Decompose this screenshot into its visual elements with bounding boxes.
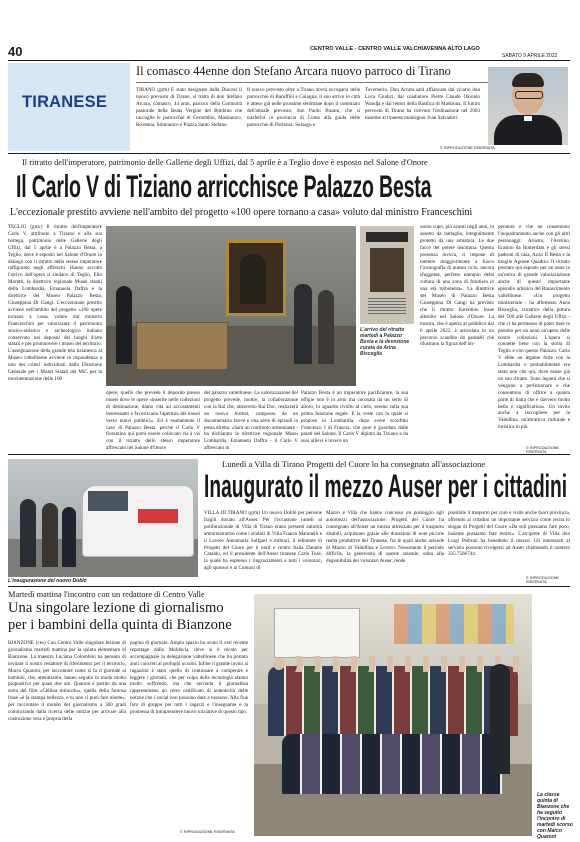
teacher (490, 664, 510, 774)
person-3 (116, 286, 132, 364)
auser-person-2 (42, 503, 58, 567)
crate (136, 322, 228, 370)
children-row-back (268, 666, 518, 736)
tiranese-rule (136, 82, 491, 83)
tiziano-headline: Il Carlo V di Tiziano arricchisce Palazzo Besta (16, 168, 432, 204)
auser-bottom-rule (8, 586, 570, 587)
auser-col-2: Mazzo e Villa che hanno concesso un posteggio agli automezzi dell'associazione. Progetti del Cuore ha consegnato all'Auser un mezzo attrezzato per il trasporto disabili, acquistato grazie alle donazioni di note piccole realtà produttive del Tiranese, fra le quali anche aziende di Mazzo di Valtellina e Lovero. Nonostante il periodo difficile, la generosità di queste aziende, unita alla disponibilità dei volontari Auser, rende (326, 510, 444, 565)
auser-van-window (88, 491, 128, 511)
bianzone-credit: © RIPRODUZIONE RISERVATA (180, 830, 235, 834)
painting-figure (240, 254, 266, 304)
auser-van-logo (138, 509, 178, 523)
priest-glasses (515, 91, 543, 99)
tiranese-banner-label: TIRANESE (22, 93, 108, 111)
tiranese-col-3: Tavernerio. Don Arcara sarà affiancato dal vicario don Luca Giudici, dal coadiutore Pierre Claude Okondo Wandja e dai rettori della Basilica di Madonna. Il futuro prevosto di Tirano ha ricevuto l'ordinazione nel 2003 insieme al tiranese monsignor Ivan Salvadori. (365, 87, 480, 121)
tiziano-col-3: del palazzo valtellinese. La valorizzazione del progetto prevede, inoltre, la collaborazione con la Rai che, attraverso Rai Doc, realizzerà un nuovo format, composto da un documentario breve e una serie di episodi in presa diretta. «Sarà un confronto armoniante - ha dichiarato la direttrice regionale Musei Lombardia, Emanuela Daffra - il Carlo V affrescato in (204, 390, 298, 452)
auser-col-3: possibile il trasporto per cure e visite anche fuori provincia, offrendo ai cittadini un importante servizio come recita lo slogan di Progetti del Cuore «Da soli possiamo fare poco, insieme possiamo fare molto». L'arciprete di Villa don Luigi Pedroni ha benedetto il mezzo. Gli interessati al servizio possono rivolgersi ad Auser chiamando il numero 335.7566744. (448, 510, 570, 558)
auser-person-3 (62, 507, 76, 567)
priest-collar (524, 116, 532, 121)
tiziano-col-4: Palazzo Besta è un imperatore pacificatore, la sua effigie non è in armi ma coronata da un serto di alloro, lo sguardo rivolto al cielo, sereno sulla sua prima funzione regale. E la veste con la quale si propose in Lombardia, dopo avere sconfitto Francesco I di Francia, che pure è guardata dalle pareti del Salone. Il Carlo V dipinto da Tiziano e da suoi allievi è invece un (301, 390, 408, 445)
person-1 (294, 284, 312, 364)
poster-header (366, 232, 408, 242)
tiranese-col-1: TIRANO (grm) È stato designato dalla Diocesi il nuovo prevosto di Tirano, si tratta di don Stefano Arcara, comasco, 44 anni, parroco della Comunità pastorale della Beata Vergine del Bobbino che raccoglie le parrocchie di Cernobbio, Maslianico, Rovenna, Stimianico e Piazza Santo Stefano. (136, 87, 242, 128)
section-name: CENTRO VALLE - CENTRO VALLE VALCHIAVENNA ALTO LAGO (310, 46, 480, 52)
tiranese-banner (8, 63, 130, 151)
poster-portrait (370, 248, 404, 292)
tiziano-photo-caption: L'arrivo del ritratto martedì a Palazzo Besta e la devozione curata da Anna Bisceglia (360, 327, 410, 357)
tiziano-col-1: TEGLIO (gmc) Il ritratto dell'imperatore Carlo V, attribuito a Tiziano e alla sua bottega, patrimonio delle Gallerie degli Uffizi, dal 5 aprile è a Palazzo Besta, a Teglio, dove è esposto nel Salone d'Onore in dialogo con il ritratto dello stesso imperatore raffigurato negli affreschi. Hanno accolto l'arrivo dell'opera il sindaco di Teglio, Elio Moretti, la direttrice regionale Musei statali della Lombardia, Emanuela Daffra e la direttrice del Museo Palazzo Besta, Giuseppina Di Gangi. L'eccezionale prestito avviene nell'ambito del progetto «100 opere tornano a casa» voluto dal ministro Franceschini per valorizzare il patrimonio storico-artistico e archeologico italiano conservato nei depositi dei luoghi d'arte statali e per promuovere i musei del territorio. L'assegnazione della grande tela tizianesca al Museo valtellinese avviene in rispondenza a uno dei criteri individuati dalla Direzione Generale per i Musei Statali del MiC per la movimentazione delle 100 (8, 224, 102, 382)
auser-person-1 (20, 499, 36, 567)
tiziano-subhead: L'eccezionale prestito avviene nell'ambito del progetto «100 opere tornano a casa» voluto dal ministro Franceschini (10, 207, 473, 218)
auser-credit: © RIPRODUZIONE RISERVATA (526, 576, 559, 584)
children-row-front (282, 734, 502, 794)
tiziano-credit: © RIPRODUZIONE RISERVATA (526, 446, 559, 454)
tiziano-col-6: peratore e che ne consentono l'inquadramento anche con gli altri personaggi: Ariosto, l'Aretino, Erasmo da Rotterdam e gli stessi padroni di casa, Azzo II Besta e la moglie Agnese Quadrio. Il ritratto prestato qui esposto per un anno in un'ottica di grande valorizzazione anche di questo importante episodio artistico del Rinascimento valtellinese. «Un progetto ministeriale - ha affermato Anna Bisceglia, curatrice della pittura del '500 alle Gallerie degli Uffizi - che ci ha permesso di poter dare in prestito per un anno un'opera delle nostre collezioni. L'opera si connette bene con la storia di Teglio e con questo Palazzo. Carlo V ebbe un legame forte con la Lombardia e probabilmente era stato uno che qui, dove esiste già un suo ritratto. Sono legami che si vengono a perfezionare e che consentono di offrire a quanta parte di Italia che è davvero molto bella e significativa». Un invito anche a raccogliere per la Valtellina, un'attrattiva culturale e turistica in più. (498, 224, 570, 431)
bianzone-headline-line-1: Una singolare lezione di giornalismo (8, 600, 224, 616)
person-2 (318, 290, 334, 364)
auser-col-1: VILLA DI TIRANO (grm) Un nuovo Doblò per persone fragili donato all'Auser. Per l'occasione lunedì al polifunzionale di Villa di Tirano erano presenti autorità amministrative come i sindaci di Villa Franco Maranelli e il Lovero Annamaria Sulfgari e militari, il referente di Progetti del Cuore per il nord e centro Italia Daniele Cataldo, ed il presidente dell'Auser tiranese Carlo Tosé, la quale ha espresso i ringraziamenti a tutti i volontari, agli sponsor e ai Comuni di (204, 510, 322, 572)
class-drawings (394, 604, 514, 644)
poster-text (368, 298, 406, 316)
tiranese-credit: © RIPRODUZIONE RISERVATA (440, 146, 495, 150)
tiziano-kicker: Il ritratto dell'imperatore, patrimonio delle Gallerie degli Uffizi, dal 5 aprile è a Teglio dove è esposto nel Salone d'Onore (22, 158, 428, 167)
auser-photo-caption: L'inaugurazione del nuovo Doblò (8, 578, 87, 584)
tiziano-photo-poster (360, 226, 414, 324)
priest-hair (512, 73, 544, 87)
bianzone-class-photo (254, 594, 532, 836)
tiranese-col-2: Il nuovo prevosto oltre a Tirano dovrà occuparsi delle parrocchie di Baruffini e Cologna, il suo arrivo in città è atteso già nelle prossime settimane dopo il commiato dell'attuale prevosto, don Paolo Busato, che si trasferirà in provincia di Como alla guida delle parrocchie di Porlezza, Solzago e (247, 87, 360, 128)
header-rule (8, 60, 570, 61)
children-heads (270, 656, 520, 672)
bianzone-headline-line-2: per i bambini della quinta di Bianzone (8, 617, 232, 633)
issue-date: SABATO 9 APRILE 2022 (502, 53, 558, 59)
tiziano-bottom-rule (8, 454, 570, 455)
tiranese-bottom-rule (8, 153, 570, 154)
tiziano-col-5: uomo cupo, più avanti negli anni, in assetto da battaglia, integralmente protetto da una armatura. Le due facce del potere insomma. Questa presenza invoca, ci impone di mettere maggiormente a fuoco l'iconografia di questo ciclo, ancora sfuggente, perfetto esempio della cultura di una zona di frontiera in una età turbolenta». La direttrice del Museo di Palazzo Besta Giuseppina Di Gangi ha previsto che il ritratto fiorentino fosse allestito nel Salone d'Onore. La mostra, che è aperta al pubblico dal 6 aprile 2022, è articolata in un percorso scandito da pannelli che illustrano la figura dell'im- (420, 224, 494, 348)
page-number: 40 (8, 44, 23, 59)
tiranese-headline: Il comasco 44enne don Stefano Arcara nuovo parroco di Tirano (136, 64, 451, 78)
tiziano-photo-gallery (106, 226, 356, 386)
auser-headline: Inaugurato il mezzo Auser per i cittadini (204, 468, 568, 504)
bianzone-col-2: pagina di giornale. Ampio spazio ha avuto il vari recente reportage dalla Moldavia, dove si è recato per accompagnare la delegazione valtellinese che ha portato aiuti concreti ai profughi ucraini. Infine il grande invito ai ragazzini è stato quello di continuare a comperare e leggere i giornali, che per colpa della tecnologia stanno molto soffrendo, ma che secondo il giornalista rappresentano un certo certificato di autenticità delle notizie che i social non possono dare a nessuno. Alla fine foto di gruppo per tutti i ragazzi e l'insegnante e la promessa di intraprendere nuove iniziative di questo tipo. (130, 640, 248, 716)
auser-photo (8, 459, 198, 577)
auser-kicker: Lunedì a Villa di Tirano Progetti del Cuore lo ha consegnato all'associazione (222, 459, 486, 469)
class-board (274, 608, 360, 658)
tiziano-col-2: opere, quello che prevede il deposito presso musei dove le opere «inserite nelle collezioni di destinazione, diano vita ad accostamenti interessanti e favoriscano l'apertura dei musei verso nuovi pubblici». Ed è esattamente il caso di Palazzo Besta, perché il Carlo V fiorentino qui potrà essere collocato vis à vis con il ritratto dello stesso imperatore affrescato nel Salone d'Onore (106, 390, 200, 452)
bianzone-photo-caption: La classe quinta di Bianzone che ha seguito l'incontro di martedì scorso con Marco Quaroni (537, 792, 573, 840)
bianzone-col-1: BIANZONE (ces) Con Centro Valle singolare lezione di giornalismo martedì mattina per la quinta elementare di Bianzone. La maestra Luciana Colombini ha pensato di invitare il nostro redattore di riferimento per il territorio, Marco Quaroni, per raccontare come si fa il giornale ai bambini, che, attentissimi, hanno seguito in modo molto propositivo per quasi due ore. Quaroni è partito da una sorta del film «Cellina miracolo», quella della famosa frase «è la stampa bellezza, e tu non ci puoi fare niente», per raccontare il mondo del giornalismo a 360 gradi cominciando dalla ricerca delle notizie per arrivare alla costruzione vera e propria della (8, 640, 126, 722)
bianzone-kicker: Martedì mattina l'incontro con un redattore di Centro Valle (8, 590, 205, 599)
priest-portrait (488, 67, 568, 145)
